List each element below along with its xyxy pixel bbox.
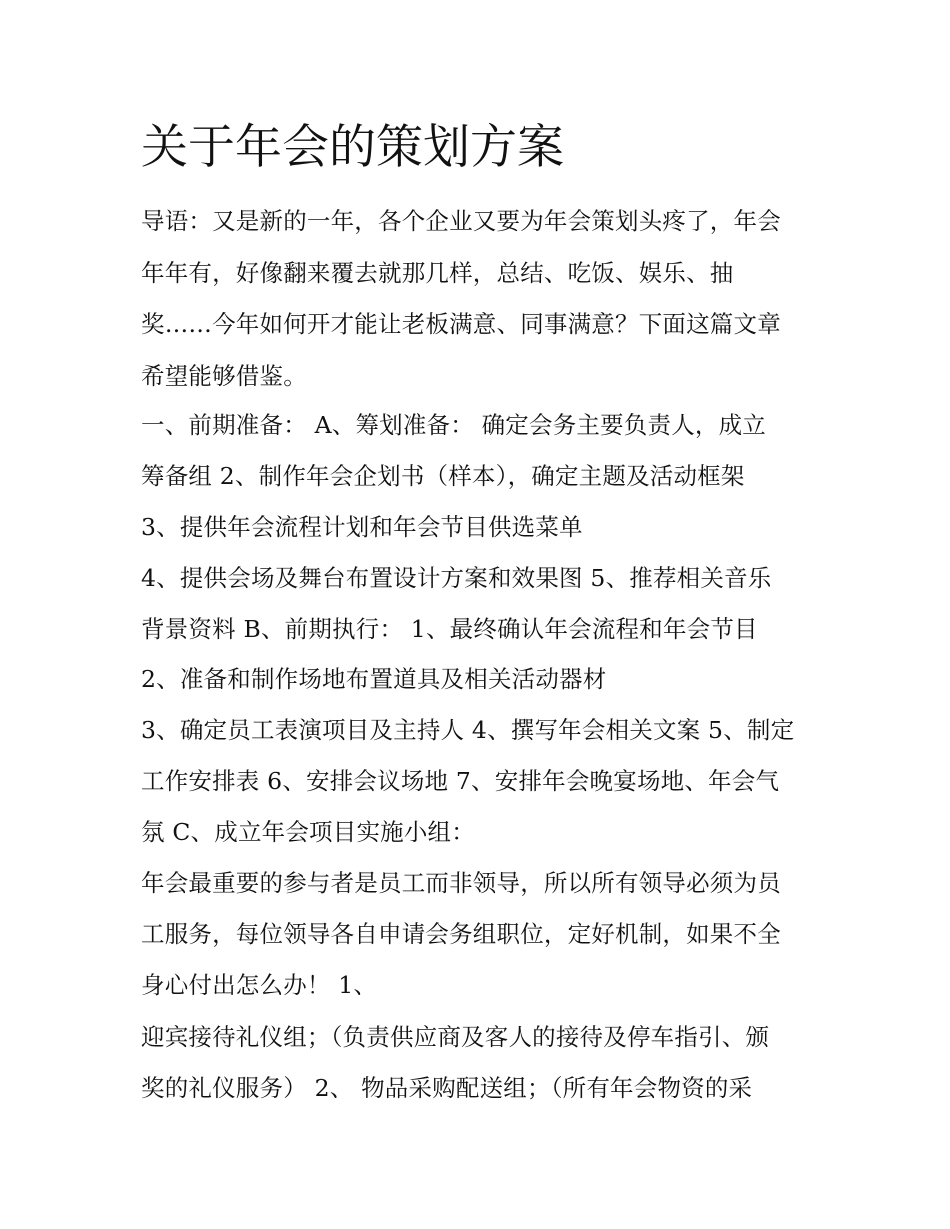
body-line-6: 筹备组 2、制作年会企划书（样本），确定主题及活动框架: [141, 462, 745, 490]
body-line-5: 一、前期准备： A、筹划准备： 确定会务主要负责人，成立: [141, 411, 767, 439]
body-line-7: 3、提供年会流程计划和年会节目供选菜单: [141, 513, 583, 541]
body-line-10: 2、准备和制作场地布置道具及相关活动器材: [141, 665, 607, 693]
body-line-14: 年会最重要的参与者是员工而非领导，所以所有领导必须为员: [141, 869, 781, 897]
body-line-18: 奖的礼仪服务） 2、 物品采购配送组；（所有年会物资的采: [141, 1074, 753, 1102]
body-line-12: 工作安排表 6、安排会议场地 7、安排年会晚宴场地、年会气: [141, 767, 780, 795]
body-line-15: 工服务，每位领导各自申请会务组职位，定好机制，如果不全: [141, 920, 781, 948]
body-line-1: 导语：又是新的一年，各个企业又要为年会策划头疼了，年会: [141, 207, 781, 235]
body-line-13: 氛 C、成立年会项目实施小组：: [141, 818, 475, 846]
document-title: 关于年会的策划方案: [141, 120, 564, 175]
body-line-11: 3、确定员工表演项目及主持人 4、撰写年会相关文案 5、制定: [141, 716, 795, 744]
body-line-17: 迎宾接待礼仪组；（负责供应商及客人的接待及停车指引、颁: [141, 1023, 770, 1051]
body-line-9: 背景资料 B、前期执行： 1、最终确认年会流程和年会节目: [141, 615, 758, 643]
body-line-16: 身心付出怎么办！ 1、: [141, 971, 378, 999]
body-line-3: 奖……今年如何开才能让老板满意、同事满意？下面这篇文章: [141, 310, 781, 338]
body-line-2: 年年有，好像翻来覆去就那几样，总结、吃饭、娱乐、抽: [141, 259, 734, 287]
body-line-4: 希望能够借鉴。: [141, 362, 307, 390]
body-line-8: 4、提供会场及舞台布置设计方案和效果图 5、推荐相关音乐: [141, 564, 772, 592]
